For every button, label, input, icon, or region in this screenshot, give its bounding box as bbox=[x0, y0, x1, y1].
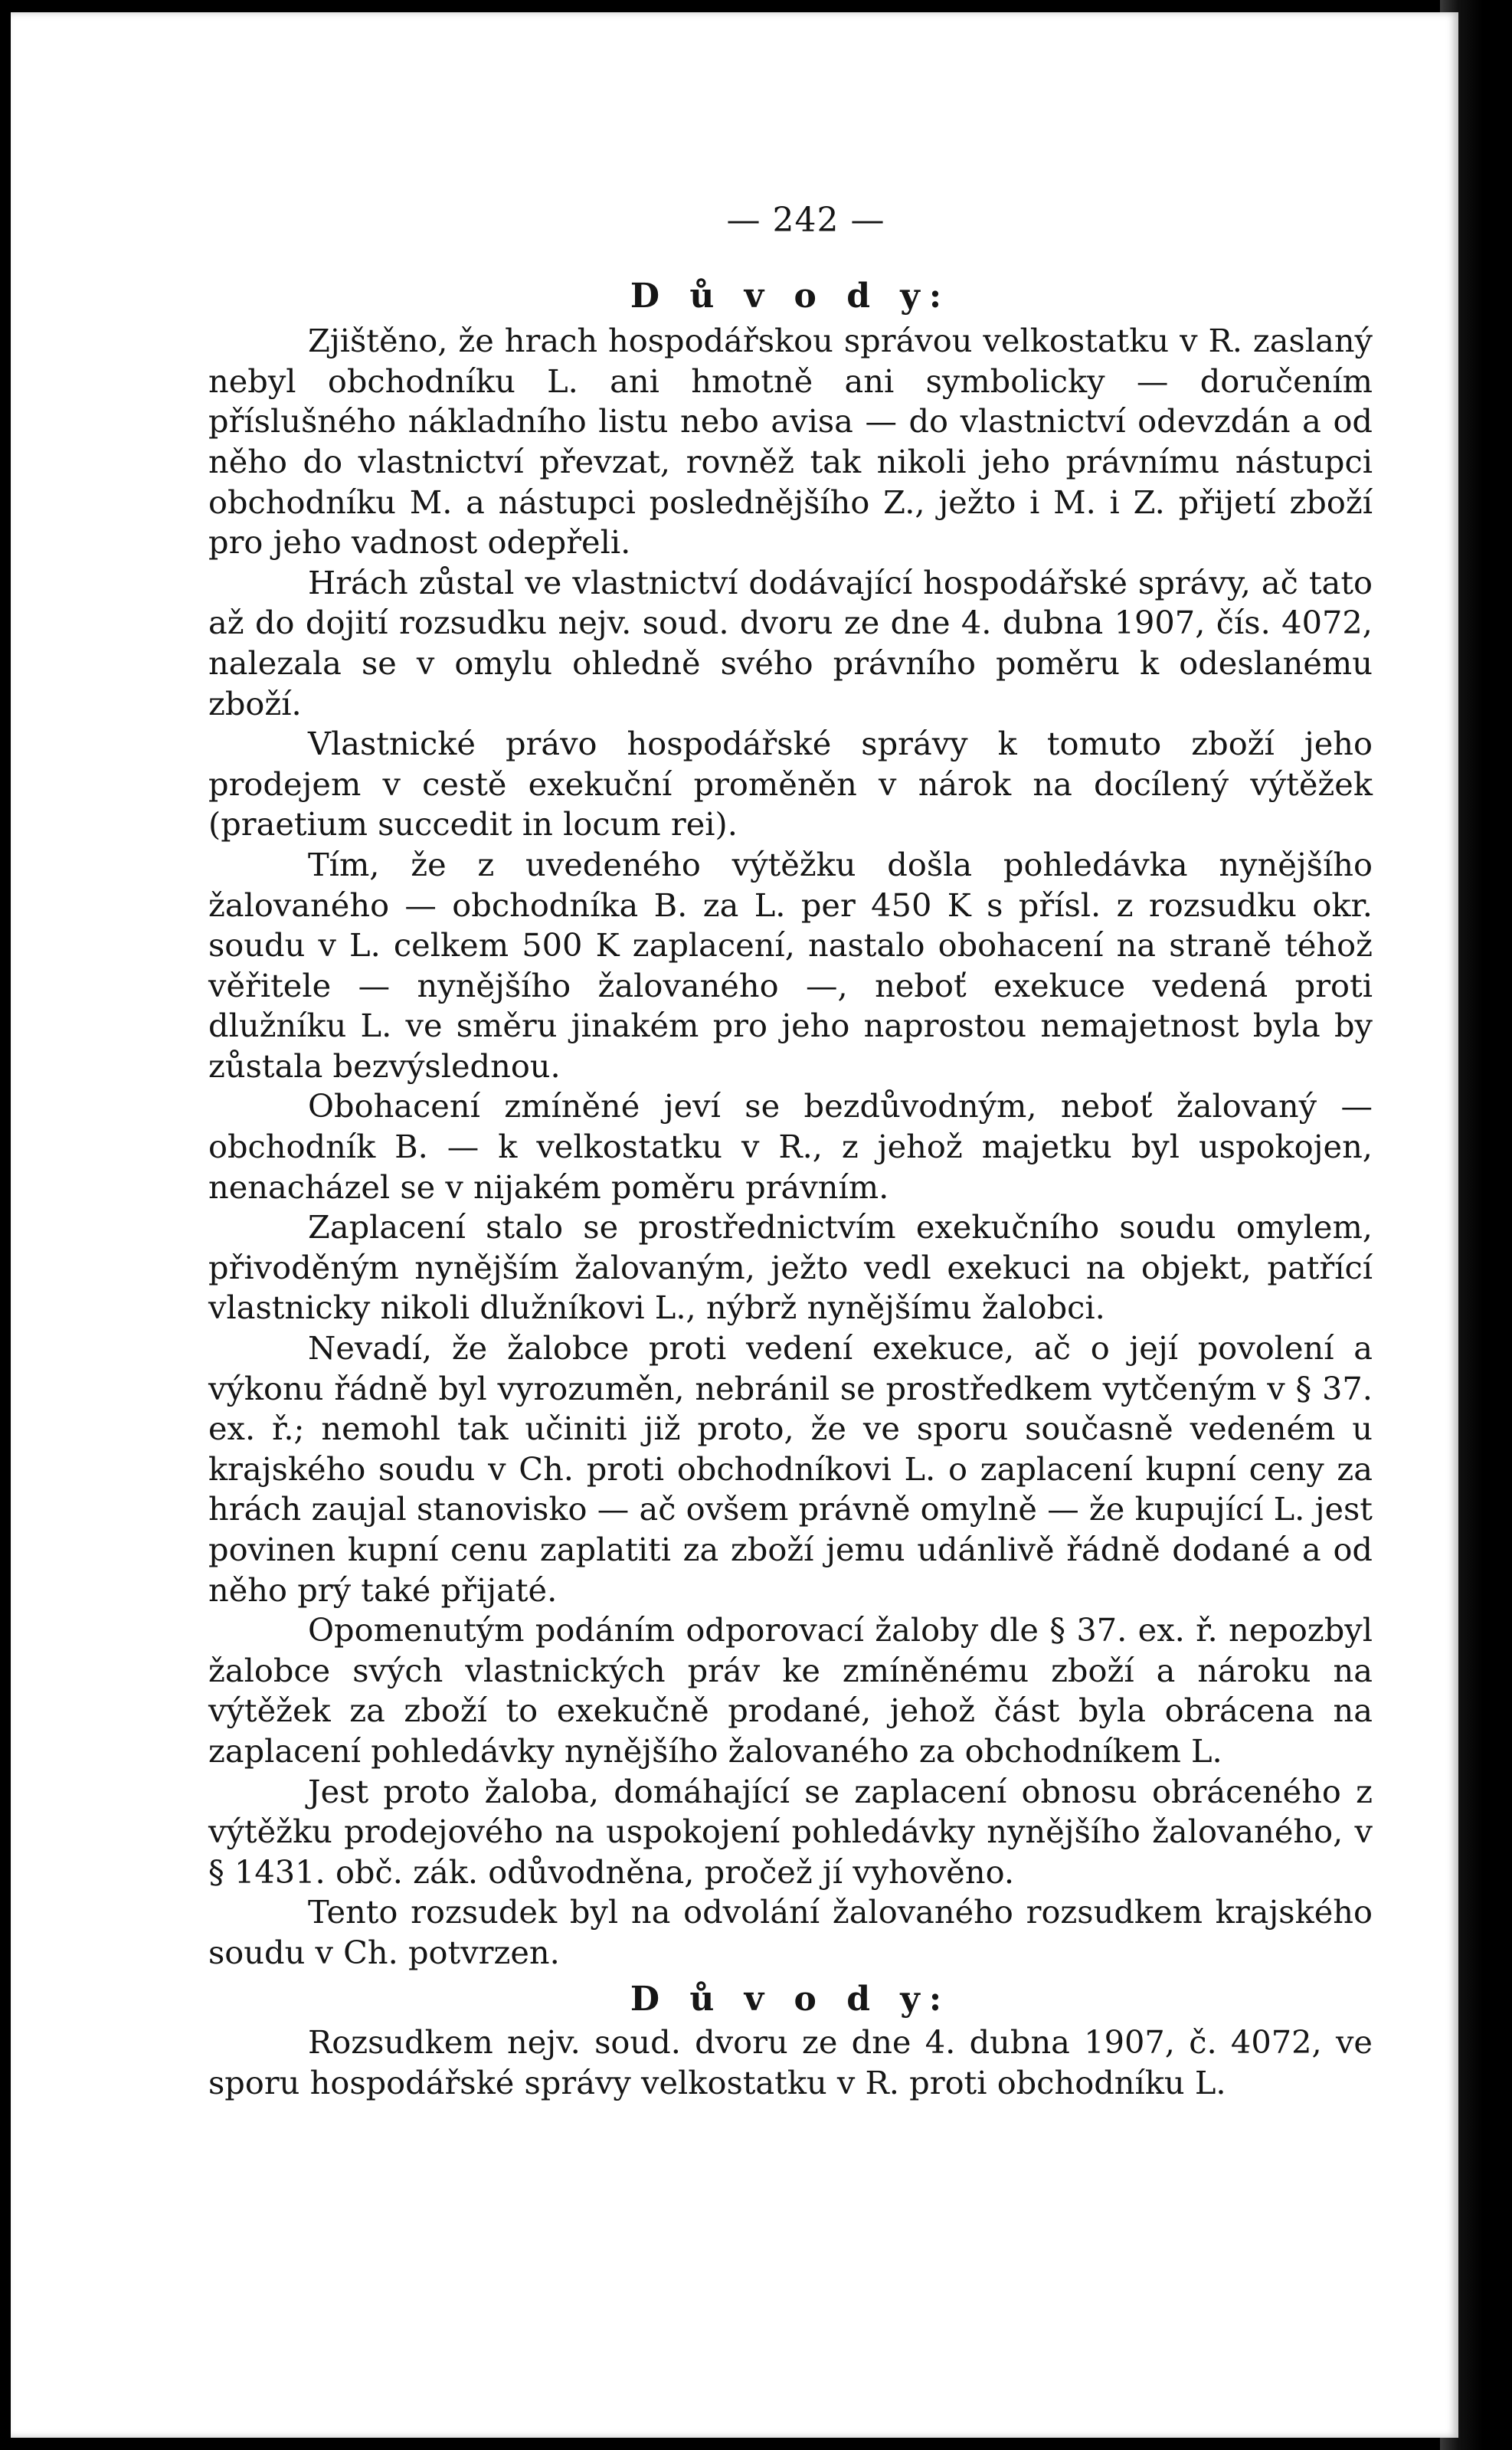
page-text-column bbox=[208, 201, 1373, 2103]
paragraph: Jest proto žaloba, domáhající se zaplacení obnosu obráceného z výtěžku prodejového na uspokojení pohledávky nynějšího žalovaného, v § 1431. obč. zák. odůvodněna, pročež jí vyhověno. bbox=[208, 1772, 1373, 1891]
paragraph: Tento rozsudek byl na odvolání žalovaného rozsudkem krajského soudu v Ch. potvrzen. bbox=[208, 1893, 1373, 1971]
paragraph: Rozsudkem nejv. soud. dvoru ze dne 4. dubna 1907, č. 4072, ve sporu hospodářské správy velkostatku v R. proti obchodníku L. bbox=[208, 2023, 1373, 2101]
paragraph: Opomenutým podáním odporovací žaloby dle § 37. ex. ř. nepozbyl žalobce svých vlastnických práv ke zmíněnému zboží a nároku na výtěžek za zboží to exekučně prodané, jehož část byla obrácena na zaplacení pohledávky nynějšího žalovaného za obchodníkem L. bbox=[208, 1611, 1373, 1770]
paragraph: Nevadí, že žalobce proti vedení exekuce, ač o její povolení a výkonu řádně byl vyrozuměn, nebránil se prostředkem vytčeným v § 37. ex. ř.; nemohl tak učiniti již proto, že ve sporu současně vedeném u krajského soudu v Ch. proti obchodníkovi L. o zaplacení kupní ceny za hrách zaujal stanovisko — ač ovšem právně omylně — že kupující L. jest povinen kupní cenu zaplatiti za zboží jemu udánlivě řádně dodané a od něho prý také přijaté. bbox=[208, 1329, 1373, 1609]
paragraph: Obohacení zmíněné jeví se bezdůvodným, neboť žalovaný — obchodník B. — k velkostatku v R., z jehož majetku byl uspokojen, nenacházel se v nijakém poměru právním. bbox=[208, 1087, 1373, 1206]
paragraph: Vlastnické právo hospodářské správy k tomuto zboží jeho prodejem v cestě exekuční proměněn v nárok na docílený výtěžek (praetium succedit in locum rei). bbox=[208, 725, 1373, 843]
section-heading-duvody: D ů v o d y: bbox=[630, 276, 951, 316]
section-heading-duvody-appeal: D ů v o d y: bbox=[630, 1979, 951, 2019]
page-number: — 242 — bbox=[726, 201, 885, 240]
paragraph: Zaplacení stalo se prostřednictvím exekučního soudu omylem, přivoděným nynějším žalovaným, ježto vedl exekuci na objekt, patřící vlastnicky nikoli dlužníkovi L., nýbrž nynějšímu žalobci. bbox=[208, 1208, 1373, 1327]
paragraph: Zjištěno, že hrach hospodářskou správou velkostatku v R. zaslaný nebyl obchodníku L. ani hmotně ani symbolicky — doručením příslušného nákladního listu nebo avisa — do vlastnictví odevzdán a od něho do vlastnictví převzat, rovněž tak nikoli jeho právnímu nástupci obchodníku M. a nástupci poslednějšího Z., ježto i M. i Z. přijetí zboží pro jeho vadnost odepřeli. bbox=[208, 322, 1373, 562]
paragraph: Tím, že z uvedeného výtěžku došla pohledávka nynějšího žalovaného — obchodníka B. za L. per 450 K s přísl. z rozsudku okr. soudu v L. celkem 500 K zaplacení, nastalo obohacení na straně téhož věřitele — nynějšího žalovaného —, neboť exekuce vedená proti dlužníku L. ve směru jinakém pro jeho naprostou nemajetnost byla by zůstala bezvýslednou. bbox=[208, 845, 1373, 1085]
paragraph: Hrách zůstal ve vlastnictví dodávající hospodářské správy, ač tato až do dojití rozsudku nejv. soud. dvoru ze dne 4. dubna 1907, čís. 4072, nalezala se v omylu ohledně svého právního poměru k odeslanému zboží. bbox=[208, 563, 1373, 722]
